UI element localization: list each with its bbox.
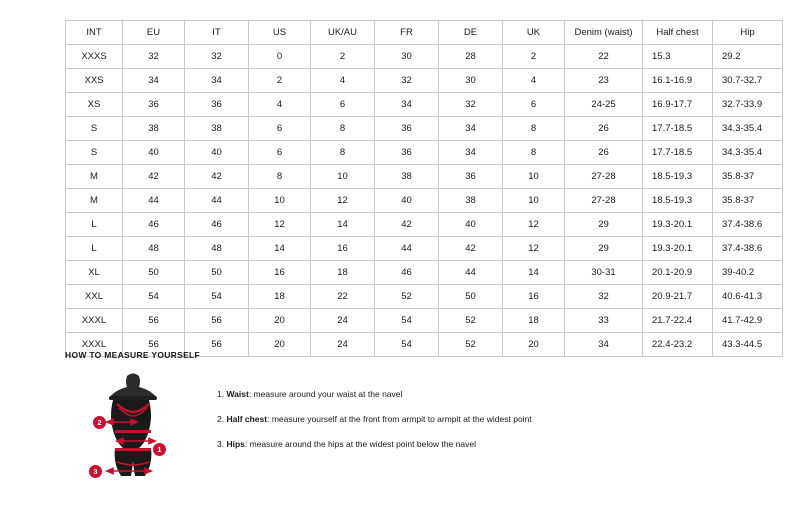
cell-eu: 56 bbox=[123, 333, 185, 357]
cell-half-chest: 17.7-18.5 bbox=[643, 117, 713, 141]
column-header-uk: UK bbox=[503, 21, 565, 45]
instruction-hips bbox=[217, 432, 532, 457]
cell-eu: 54 bbox=[123, 285, 185, 309]
cell-it: 40 bbox=[185, 141, 249, 165]
cell-de: 42 bbox=[439, 237, 503, 261]
cell-half-chest: 16.9-17.7 bbox=[643, 93, 713, 117]
cell-hip: 34.3-35.4 bbox=[713, 141, 783, 165]
cell-de: 34 bbox=[439, 117, 503, 141]
column-header-de: DE bbox=[439, 21, 503, 45]
cell-de: 40 bbox=[439, 213, 503, 237]
cell-fr: 34 bbox=[375, 93, 439, 117]
cell-fr: 54 bbox=[375, 309, 439, 333]
cell-eu: 50 bbox=[123, 261, 185, 285]
cell-int: L bbox=[66, 213, 123, 237]
cell-uk: 14 bbox=[503, 261, 565, 285]
cell-int: S bbox=[66, 141, 123, 165]
instruction-number: 1. bbox=[217, 389, 225, 399]
cell-fr: 38 bbox=[375, 165, 439, 189]
table-row bbox=[66, 237, 783, 261]
cell-denim-waist: 23 bbox=[565, 69, 643, 93]
instruction-half-chest bbox=[217, 407, 532, 432]
cell-fr: 54 bbox=[375, 333, 439, 357]
cell-int: S bbox=[66, 117, 123, 141]
cell-hip: 29.2 bbox=[713, 45, 783, 69]
cell-denim-waist: 30-31 bbox=[565, 261, 643, 285]
cell-it: 48 bbox=[185, 237, 249, 261]
cell-hip: 41.7-42.9 bbox=[713, 309, 783, 333]
cell-it: 56 bbox=[185, 333, 249, 357]
cell-us: 10 bbox=[249, 189, 311, 213]
cell-de: 44 bbox=[439, 261, 503, 285]
cell-hip: 32.7-33.9 bbox=[713, 93, 783, 117]
cell-it: 46 bbox=[185, 213, 249, 237]
cell-us: 6 bbox=[249, 141, 311, 165]
cell-it: 42 bbox=[185, 165, 249, 189]
instruction-number: 2. bbox=[217, 414, 225, 424]
cell-ukau: 24 bbox=[311, 333, 375, 357]
cell-hip: 43.3-44.5 bbox=[713, 333, 783, 357]
cell-denim-waist: 33 bbox=[565, 309, 643, 333]
cell-uk: 8 bbox=[503, 117, 565, 141]
cell-eu: 36 bbox=[123, 93, 185, 117]
cell-hip: 35.8-37 bbox=[713, 165, 783, 189]
cell-uk: 12 bbox=[503, 213, 565, 237]
table-row bbox=[66, 45, 783, 69]
cell-fr: 36 bbox=[375, 141, 439, 165]
cell-half-chest: 20.9-21.7 bbox=[643, 285, 713, 309]
cell-fr: 30 bbox=[375, 45, 439, 69]
cell-fr: 36 bbox=[375, 117, 439, 141]
cell-hip: 30.7-32.7 bbox=[713, 69, 783, 93]
cell-int: XL bbox=[66, 261, 123, 285]
cell-us: 20 bbox=[249, 309, 311, 333]
cell-int: XXXL bbox=[66, 309, 123, 333]
size-table-container bbox=[65, 20, 763, 357]
cell-eu: 40 bbox=[123, 141, 185, 165]
cell-fr: 32 bbox=[375, 69, 439, 93]
table-row bbox=[66, 309, 783, 333]
how-to-measure-body bbox=[65, 370, 745, 500]
cell-ukau: 16 bbox=[311, 237, 375, 261]
cell-fr: 44 bbox=[375, 237, 439, 261]
instruction-term: Half chest bbox=[226, 414, 268, 424]
cell-uk: 4 bbox=[503, 69, 565, 93]
table-header bbox=[66, 21, 783, 45]
cell-ukau: 22 bbox=[311, 285, 375, 309]
cell-eu: 48 bbox=[123, 237, 185, 261]
cell-uk: 20 bbox=[503, 333, 565, 357]
cell-eu: 46 bbox=[123, 213, 185, 237]
cell-us: 4 bbox=[249, 93, 311, 117]
cell-ukau: 18 bbox=[311, 261, 375, 285]
table-row bbox=[66, 69, 783, 93]
cell-uk: 18 bbox=[503, 309, 565, 333]
column-header-us: US bbox=[249, 21, 311, 45]
cell-ukau: 12 bbox=[311, 189, 375, 213]
cell-denim-waist: 29 bbox=[565, 213, 643, 237]
cell-ukau: 6 bbox=[311, 93, 375, 117]
cell-us: 2 bbox=[249, 69, 311, 93]
cell-int: XS bbox=[66, 93, 123, 117]
cell-half-chest: 21.7-22.4 bbox=[643, 309, 713, 333]
table-row bbox=[66, 285, 783, 309]
cell-it: 32 bbox=[185, 45, 249, 69]
cell-denim-waist: 29 bbox=[565, 237, 643, 261]
cell-fr: 42 bbox=[375, 213, 439, 237]
column-header-denim-waist: Denim (waist) bbox=[565, 21, 643, 45]
table-row bbox=[66, 189, 783, 213]
mannequin-figure bbox=[65, 370, 205, 500]
cell-de: 36 bbox=[439, 165, 503, 189]
column-header-ukau: UK/AU bbox=[311, 21, 375, 45]
cell-it: 54 bbox=[185, 285, 249, 309]
cell-half-chest: 15.3 bbox=[643, 45, 713, 69]
cell-it: 34 bbox=[185, 69, 249, 93]
marker-1-waist: 1 bbox=[153, 443, 166, 456]
column-header-eu: EU bbox=[123, 21, 185, 45]
how-to-measure-section bbox=[65, 350, 745, 500]
instruction-text: : measure around your waist at the navel bbox=[248, 389, 403, 399]
cell-eu: 56 bbox=[123, 309, 185, 333]
cell-half-chest: 16.1-16.9 bbox=[643, 69, 713, 93]
cell-eu: 32 bbox=[123, 45, 185, 69]
cell-int: XXXS bbox=[66, 45, 123, 69]
cell-denim-waist: 26 bbox=[565, 141, 643, 165]
table-row bbox=[66, 117, 783, 141]
instruction-term: Waist bbox=[226, 389, 249, 399]
cell-int: L bbox=[66, 237, 123, 261]
cell-ukau: 8 bbox=[311, 117, 375, 141]
cell-us: 0 bbox=[249, 45, 311, 69]
cell-half-chest: 19.3-20.1 bbox=[643, 237, 713, 261]
instruction-text: : measure around the hips at the widest point below the navel bbox=[244, 439, 476, 449]
table-header-row bbox=[66, 21, 783, 45]
table-row bbox=[66, 261, 783, 285]
cell-denim-waist: 27-28 bbox=[565, 165, 643, 189]
cell-denim-waist: 24-25 bbox=[565, 93, 643, 117]
cell-uk: 6 bbox=[503, 93, 565, 117]
cell-int: XXXL bbox=[66, 333, 123, 357]
cell-hip: 37.4-38.6 bbox=[713, 237, 783, 261]
cell-ukau: 4 bbox=[311, 69, 375, 93]
cell-us: 12 bbox=[249, 213, 311, 237]
cell-ukau: 24 bbox=[311, 309, 375, 333]
table-row bbox=[66, 213, 783, 237]
cell-int: M bbox=[66, 189, 123, 213]
cell-de: 28 bbox=[439, 45, 503, 69]
cell-us: 18 bbox=[249, 285, 311, 309]
size-conversion-table bbox=[65, 20, 783, 357]
cell-half-chest: 18.5-19.3 bbox=[643, 165, 713, 189]
cell-hip: 34.3-35.4 bbox=[713, 117, 783, 141]
cell-uk: 10 bbox=[503, 165, 565, 189]
cell-us: 14 bbox=[249, 237, 311, 261]
cell-eu: 38 bbox=[123, 117, 185, 141]
cell-it: 44 bbox=[185, 189, 249, 213]
instruction-term: Hips bbox=[226, 439, 245, 449]
cell-denim-waist: 22 bbox=[565, 45, 643, 69]
cell-fr: 46 bbox=[375, 261, 439, 285]
how-to-measure-title: HOW TO MEASURE YOURSELF bbox=[65, 350, 201, 360]
cell-half-chest: 20.1-20.9 bbox=[643, 261, 713, 285]
cell-de: 30 bbox=[439, 69, 503, 93]
cell-uk: 2 bbox=[503, 45, 565, 69]
cell-eu: 34 bbox=[123, 69, 185, 93]
cell-ukau: 10 bbox=[311, 165, 375, 189]
cell-uk: 12 bbox=[503, 237, 565, 261]
cell-de: 38 bbox=[439, 189, 503, 213]
cell-de: 52 bbox=[439, 309, 503, 333]
cell-eu: 44 bbox=[123, 189, 185, 213]
table-row bbox=[66, 165, 783, 189]
instruction-number: 3. bbox=[217, 439, 225, 449]
cell-fr: 40 bbox=[375, 189, 439, 213]
cell-us: 8 bbox=[249, 165, 311, 189]
cell-it: 50 bbox=[185, 261, 249, 285]
mannequin-illustration-icon bbox=[65, 370, 205, 500]
cell-half-chest: 19.3-20.1 bbox=[643, 213, 713, 237]
cell-int: XXS bbox=[66, 69, 123, 93]
cell-hip: 35.8-37 bbox=[713, 189, 783, 213]
cell-denim-waist: 26 bbox=[565, 117, 643, 141]
cell-denim-waist: 27-28 bbox=[565, 189, 643, 213]
cell-half-chest: 22.4-23.2 bbox=[643, 333, 713, 357]
cell-it: 56 bbox=[185, 309, 249, 333]
column-header-half-chest: Half chest bbox=[643, 21, 713, 45]
measure-instructions bbox=[217, 370, 532, 457]
cell-half-chest: 18.5-19.3 bbox=[643, 189, 713, 213]
cell-us: 16 bbox=[249, 261, 311, 285]
instruction-text: : measure yourself at the front from armpit to armpit at the widest point bbox=[267, 414, 532, 424]
column-header-int: INT bbox=[66, 21, 123, 45]
marker-3-hips: 3 bbox=[89, 465, 102, 478]
cell-us: 20 bbox=[249, 333, 311, 357]
marker-2-half-chest: 2 bbox=[93, 416, 106, 429]
column-header-it: IT bbox=[185, 21, 249, 45]
cell-ukau: 14 bbox=[311, 213, 375, 237]
cell-ukau: 8 bbox=[311, 141, 375, 165]
cell-half-chest: 17.7-18.5 bbox=[643, 141, 713, 165]
cell-eu: 42 bbox=[123, 165, 185, 189]
table-body bbox=[66, 45, 783, 357]
cell-hip: 39-40.2 bbox=[713, 261, 783, 285]
cell-de: 50 bbox=[439, 285, 503, 309]
cell-ukau: 2 bbox=[311, 45, 375, 69]
cell-fr: 52 bbox=[375, 285, 439, 309]
cell-it: 38 bbox=[185, 117, 249, 141]
cell-uk: 10 bbox=[503, 189, 565, 213]
cell-de: 34 bbox=[439, 141, 503, 165]
cell-uk: 16 bbox=[503, 285, 565, 309]
cell-it: 36 bbox=[185, 93, 249, 117]
cell-uk: 8 bbox=[503, 141, 565, 165]
cell-int: M bbox=[66, 165, 123, 189]
cell-denim-waist: 32 bbox=[565, 285, 643, 309]
cell-hip: 40.6-41.3 bbox=[713, 285, 783, 309]
cell-int: XXL bbox=[66, 285, 123, 309]
column-header-fr: FR bbox=[375, 21, 439, 45]
cell-de: 52 bbox=[439, 333, 503, 357]
cell-denim-waist: 34 bbox=[565, 333, 643, 357]
column-header-hip: Hip bbox=[713, 21, 783, 45]
cell-us: 6 bbox=[249, 117, 311, 141]
instruction-waist bbox=[217, 382, 532, 407]
table-row bbox=[66, 141, 783, 165]
table-row bbox=[66, 93, 783, 117]
cell-de: 32 bbox=[439, 93, 503, 117]
cell-hip: 37.4-38.6 bbox=[713, 213, 783, 237]
